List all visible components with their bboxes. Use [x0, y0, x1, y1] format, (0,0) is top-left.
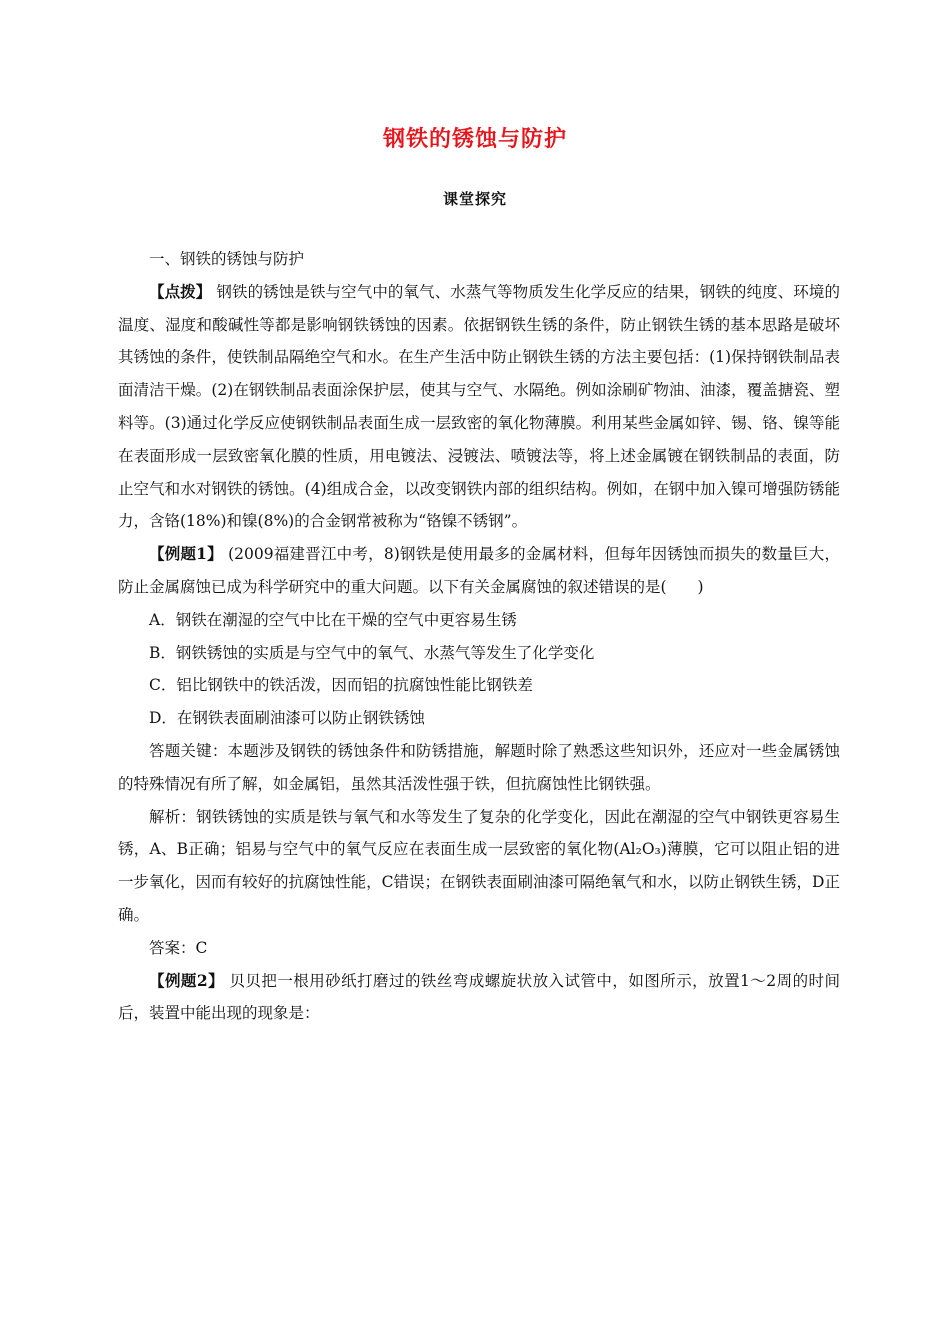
section-subtitle: 课堂探究 — [442, 190, 507, 208]
example1-label: 【例题1】 — [149, 544, 223, 564]
document-title: 钢铁的锈蚀与防护 — [382, 127, 567, 152]
example2-paragraph — [118, 965, 840, 1031]
example1-paragraph — [118, 538, 840, 604]
option-d: D．在钢铁表面刷油漆可以防止钢铁锈蚀 — [149, 709, 425, 728]
option-a: A．钢铁在潮湿的空气中比在干燥的空气中更容易生锈 — [149, 610, 517, 629]
answer-line: 答案：C — [149, 938, 208, 957]
option-b: B．钢铁锈蚀的实质是与空气中的氧气、水蒸气等发生了化学变化 — [149, 643, 595, 662]
tip-label: 【点拨】 — [149, 281, 212, 301]
option-c: C．铝比钢铁中的铁活泼，因而铝的抗腐蚀性能比钢铁差 — [149, 676, 533, 695]
example2-text: 贝贝把一根用砂纸打磨过的铁丝弯成螺旋状放入试管中，如图所示，放置1～2周的时间后，装置中能出现的现象是： — [118, 971, 840, 1023]
tip-paragraph — [118, 276, 840, 538]
analysis-paragraph: 解析：钢铁锈蚀的实质是铁与氧气和水等发生了复杂的化学变化，因此在潮湿的空气中钢铁更容易生锈，A、B正确；铝易与空气中的氧气反应在表面生成一层致密的氧化物(Al₂O₃)薄膜，它可以阻止铝的进一步氧化，因而有较好的抗腐蚀性能，C错误；在钢铁表面刷油漆可隔绝氧气和水，以防止钢铁生锈，D正确。 — [118, 807, 840, 924]
section-heading: 一、钢铁的锈蚀与防护 — [149, 250, 305, 268]
key-paragraph: 答题关键：本题涉及钢铁的锈蚀条件和防锈措施，解题时除了熟悉这些知识外，还应对一些金属锈蚀的特殊情况有所了解，如金属铝，虽然其活泼性强于铁，但抗腐蚀性比钢铁强。 — [118, 741, 840, 793]
example1-text: (2009福建晋江中考，8)钢铁是使用最多的金属材料，但每年因锈蚀而损失的数量巨大，防止金属腐蚀已成为科学研究中的重大问题。以下有关金属腐蚀的叙述错误的是( ) — [118, 545, 840, 596]
tip-text: 钢铁的锈蚀是铁与空气中的氧气、水蒸气等物质发生化学反应的结果，钢铁的纯度、环境的温度、湿度和酸碱性等都是影响钢铁锈蚀的因素。依据钢铁生锈的条件，防止钢铁生锈的基本思路是破坏其锈蚀的条件，使铁制品隔绝空气和水。在生产生活中防止钢铁生锈的方法主要包括：(1)保持钢铁制品表面清洁干燥。(2)在钢铁制品表面涂保护层，使其与空气、水隔绝。例如涂刷矿物油、油漆，覆盖搪瓷、塑料等。(3)通过化学反应使钢铁制品表面生成一层致密的氧化物薄膜。利用某些金属如锌、锡、铬、镍等能在表面形成一层致密氧化膜的性质，用电镀法、浸镀法、喷镀法等，将上述金属镀在钢铁制品的表面，防止空气和水对钢铁的锈蚀。(4)组成合金，以改变钢铁内部的组织结构。例如，在钢中加入镍可增强防锈能力，含铬(18%)和镍(8%)的合金钢常被称为“铬镍不锈钢”。 — [118, 282, 840, 531]
example2-label: 【例题2】 — [149, 970, 225, 990]
document-body — [118, 243, 840, 1030]
